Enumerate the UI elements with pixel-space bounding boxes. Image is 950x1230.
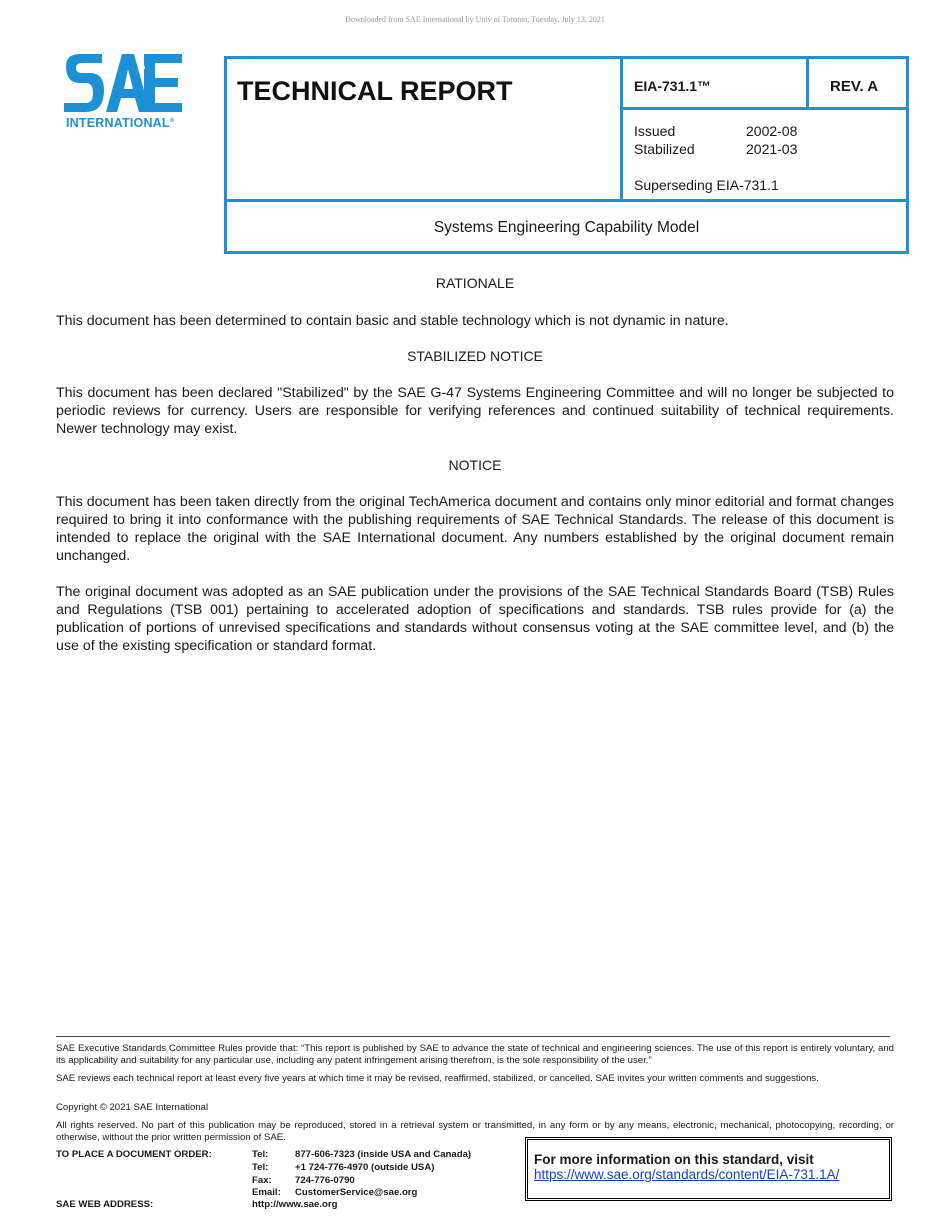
footer-rule xyxy=(56,1036,890,1037)
sae-logo-subtitle: INTERNATIONAL® xyxy=(66,116,175,130)
web-label: SAE WEB ADDRESS: xyxy=(56,1199,154,1210)
revision: REV. A xyxy=(830,78,879,95)
header-divider xyxy=(806,56,809,110)
review-text: SAE reviews each technical report at least every five years at which time it may be revised, reaffirmed, stabilized, or cancelled. SAE invites your written comments and suggestions. xyxy=(56,1073,819,1084)
web-link[interactable]: http://www.sae.org xyxy=(252,1199,338,1210)
tel2-label: Tel: xyxy=(252,1162,269,1173)
superseding: Superseding EIA-731.1 xyxy=(634,177,779,193)
stabilized-text: This document has been declared "Stabilized" by the SAE G-47 Systems Engineering Committee and will no longer be subjected to periodic reviews for currency. Users are responsible for verifying references and continued suitability of technical requirements. Newer technology may exist. xyxy=(56,385,894,437)
stabilized-label: Stabilized xyxy=(634,141,695,157)
fax-value: 724-776-0790 xyxy=(295,1175,355,1186)
standard-link[interactable]: https://www.sae.org/standards/content/EIA-731.1A/ xyxy=(534,1167,840,1182)
tel-label: Tel: xyxy=(252,1149,269,1160)
committee-rules-text: SAE Executive Standards Committee Rules provide that: “This report is published by SAE to advance the state of technical and engineering sciences. The use of this report is entirely voluntary, and its applicability and suitability for any particular use, including any patent infringement arising therefrom, is the sole responsibility of the user.” xyxy=(56,1043,894,1066)
order-label: TO PLACE A DOCUMENT ORDER: xyxy=(56,1149,212,1160)
rights-text: All rights reserved. No part of this publication may be reproduced, stored in a retrieval system or transmitted, in any form or by any means, electronic, mechanical, photocopying, recording, or otherwise, without the prior written permission of SAE. xyxy=(56,1120,894,1143)
rationale-text: This document has been determined to contain basic and stable technology which is not dynamic in nature. xyxy=(56,313,729,329)
more-info-title: For more information on this standard, visit xyxy=(534,1152,814,1167)
notice-text-1: This document has been taken directly from the original TechAmerica document and contains only minor editorial and format changes required to bring it into conformance with the publishing requirements of SAE Technical Standards. The release of this document is intended to replace the original with the SAE International document. Any numbers established by the original document remain unchanged. xyxy=(56,494,894,564)
issued-date: 2002-08 xyxy=(746,123,798,139)
document-title: Systems Engineering Capability Model xyxy=(433,219,700,236)
download-note: Downloaded from SAE International by Univ of Toronto, Tuesday, July 13, 2021 xyxy=(345,15,605,24)
notice-heading: NOTICE xyxy=(448,457,502,473)
copyright: Copyright © 2021 SAE International xyxy=(56,1102,209,1113)
sae-logo xyxy=(62,52,192,134)
email-label: Email: xyxy=(252,1187,281,1198)
issued-label: Issued xyxy=(634,123,676,139)
email-value[interactable]: CustomerService@sae.org xyxy=(295,1187,418,1198)
stabilized-date: 2021-03 xyxy=(746,141,798,157)
sae-logo-mark xyxy=(62,52,184,114)
notice-text-2: The original document was adopted as an SAE publication under the provisions of the SAE Technical Standards Board (TSB) Rules and Regulations (TSB 001) pertaining to accelerated adoption of specifications and standards. TSB rules provide for (a) the publication of portions of unrevised specifications and standards without consensus voting at the SAE committee level, and (b) the use of the existing specification or standard format. xyxy=(56,584,894,654)
document-number: EIA-731.1™ xyxy=(634,78,712,94)
header-divider xyxy=(620,56,623,202)
tel-value: 877-606-7323 (inside USA and Canada) xyxy=(295,1149,472,1160)
report-type: TECHNICAL REPORT xyxy=(237,76,513,106)
tel2-value: +1 724-776-4970 (outside USA) xyxy=(295,1162,435,1173)
fax-label: Fax: xyxy=(252,1175,272,1186)
more-info-box xyxy=(527,1139,890,1199)
header-divider xyxy=(620,107,909,110)
rationale-heading: RATIONALE xyxy=(435,275,515,291)
stabilized-heading: STABILIZED NOTICE xyxy=(407,348,543,364)
